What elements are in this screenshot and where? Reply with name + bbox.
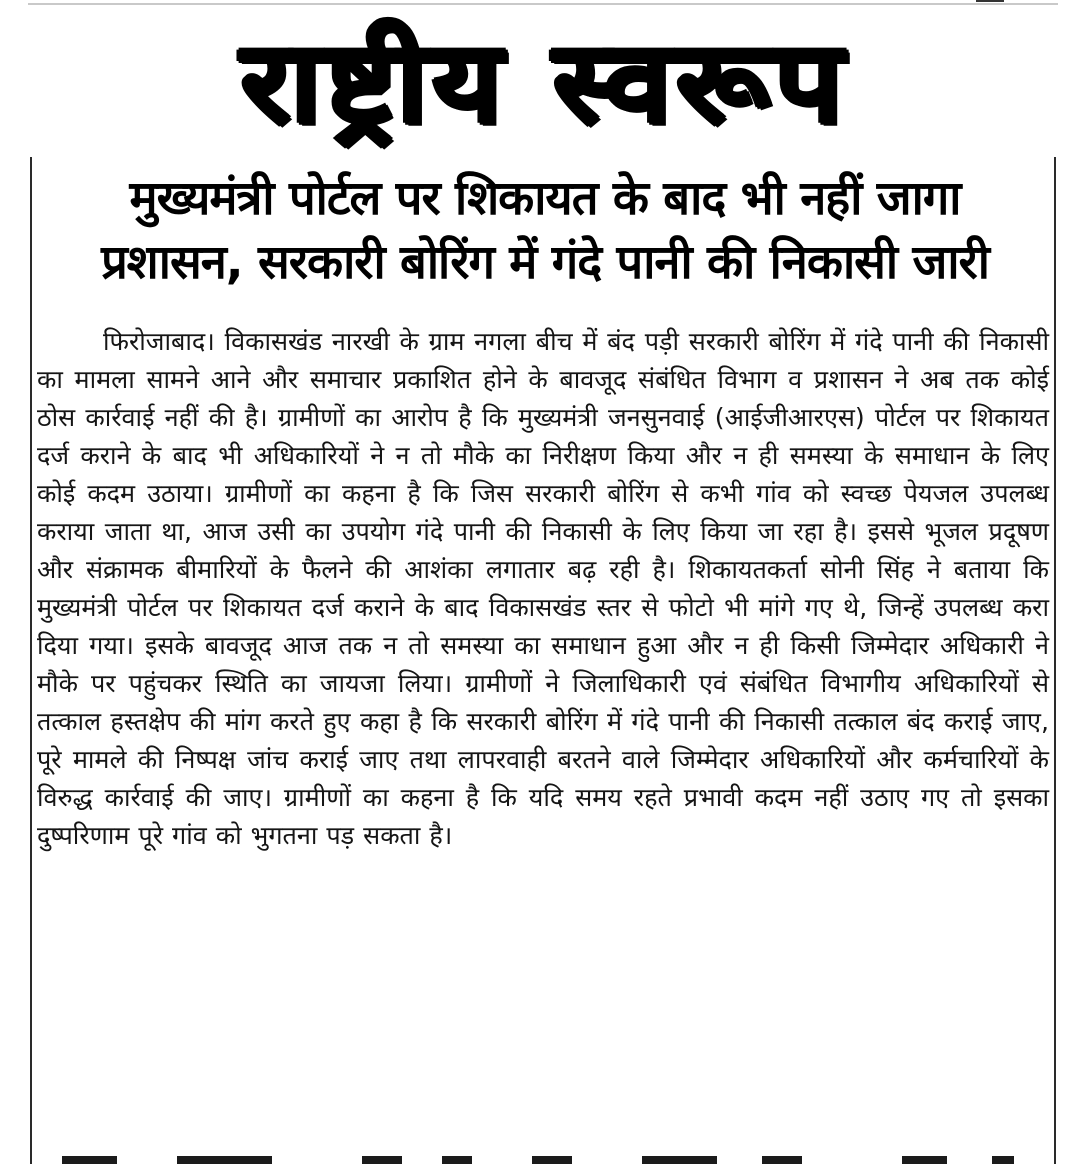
newspaper-masthead [30, 8, 1058, 158]
news-article [30, 157, 1056, 1164]
cropped-next-headline-fragment [32, 1156, 1054, 1164]
article-headline: मुख्यमंत्री पोर्टल पर शिकायत के बाद भी नहीं जागा प्रशासन, सरकारी बोरिंग में गंदे पानी की निकासी जारी [101, 171, 989, 290]
newspaper-title: राष्ट्रीय स्वरूप [240, 18, 848, 148]
article-body: फिरोजाबाद। विकासखंड नारखी के ग्राम नगला बीच में बंद पड़ी सरकारी बोरिंग में गंदे पानी की निकासी का मामला सामने आने और समाचार प्रकाशित होने के बावजूद संबंधित विभाग व प्रशासन ने अब तक कोई ठोस कार्रवाई नहीं की है। ग्रामीणों का आरोप है कि मुख्यमंत्री जनसुनवाई (आईजीआरएस) पोर्टल पर शिकायत दर्ज कराने के बाद भी अधिकारियों ने न तो मौके का निरीक्षण किया और न ही समस्या के समाधान के लिए कोई कदम उठाया। ग्रामीणों का कहना है कि जिस सरकारी बोरिंग से कभी गांव को स्वच्छ पेयजल उपलब्ध कराया जाता था, आज उसी का उपयोग गंदे पानी की निकासी के लिए किया जा रहा है। इससे भूजल प्रदूषण और संक्रामक बीमारियों के फैलने की आशंका लगातार बढ़ रही है। शिकायतकर्ता सोनी सिंह ने बताया कि मुख्यमंत्री पोर्टल पर शिकायत दर्ज कराने के बाद विकासखंड स्तर से फोटो भी मांगे गए थे, जिन्हें उपलब्ध करा दिया गया। इसके बावजूद आज तक न तो समस्या का समाधान हुआ और न ही किसी जिम्मेदार अधिकारी ने मौके पर पहुंचकर स्थिति का जायजा लिया। ग्रामीणों ने जिलाधिकारी एवं संबंधित विभागीय अधिकारियों से तत्काल हस्तक्षेप की मांग करते हुए कहा है कि सरकारी बोरिंग में गंदे पानी की निकासी तत्काल बंद कराई जाए, पूरे मामले की निष्पक्ष जांच कराई जाए तथा लापरवाही बरतने वाले जिम्मेदार अधिकारियों और कर्मचारियों के विरुद्ध कार्रवाई की जाए। ग्रामीणों का कहना है कि यदि समय रहते प्रभावी कदम नहीं उठाए गए तो इसका दुष्परिणाम पूरे गांव को भुगतना पड़ सकता है। [37, 327, 1049, 850]
top-dark-mark [976, 0, 1004, 2]
top-rule [28, 3, 1058, 5]
